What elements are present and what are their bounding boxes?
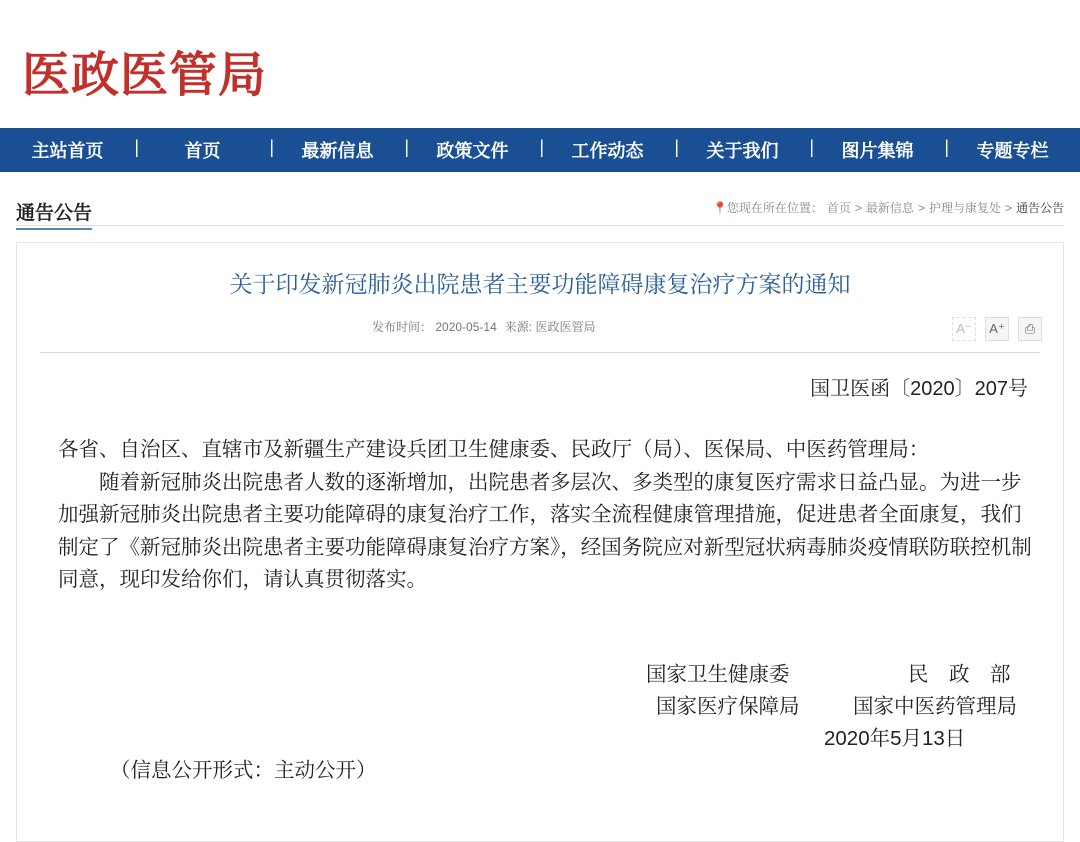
breadcrumb-sep: >: [1004, 200, 1012, 215]
article-meta: [372, 318, 595, 335]
site-logo[interactable]: 医政医管局: [22, 49, 268, 102]
source-label: 来源:: [504, 320, 533, 334]
publish-label: 发布时间：: [372, 320, 433, 334]
nav-item-home[interactable]: 首页 |: [135, 137, 270, 163]
breadcrumb-sep: >: [854, 200, 862, 215]
signatory: 民 政 部: [908, 663, 1011, 686]
breadcrumb-nursing[interactable]: 护理与康复处: [928, 201, 1001, 215]
breadcrumb-prefix: 您现在所在位置：: [726, 201, 823, 215]
font-larger-icon[interactable]: A⁺: [985, 317, 1009, 341]
nav-item-topics[interactable]: 专题专栏: [976, 141, 1049, 161]
nav-item-work[interactable]: 工作动态 |: [540, 137, 675, 163]
print-icon[interactable]: ⎙: [1018, 317, 1042, 341]
signatory: 国家卫生健康委: [646, 663, 790, 686]
publish-date: 2020-05-14: [435, 320, 497, 334]
nav-item-about[interactable]: 关于我们 |: [675, 137, 810, 163]
nav-item-gallery[interactable]: 图片集锦 |: [810, 137, 945, 163]
article-tools: [952, 317, 1042, 341]
document-number: 国卫医函〔2020〕207号: [810, 378, 1028, 400]
breadcrumb-home[interactable]: 首页: [826, 201, 851, 215]
breadcrumb-current[interactable]: 通告公告: [1015, 201, 1064, 215]
nav-item-latest[interactable]: 最新信息 |: [270, 137, 405, 163]
main-nav: [0, 128, 1080, 172]
source: 医政医管局: [535, 320, 596, 334]
section-divider: [16, 225, 1064, 226]
nav-item-policy[interactable]: 政策文件 |: [405, 137, 540, 163]
breadcrumb-latest[interactable]: 最新信息: [865, 201, 914, 215]
nav-item-main-home[interactable]: 主站首页 |: [0, 137, 135, 163]
breadcrumb-sep: >: [917, 200, 925, 215]
breadcrumb: [713, 199, 1064, 216]
signatory: 国家中医药管理局: [853, 695, 1017, 718]
section-title: 通告公告: [16, 198, 92, 230]
font-smaller-icon[interactable]: A⁻: [952, 317, 976, 341]
signatory: 国家医疗保障局: [656, 695, 800, 718]
disclosure-note: （信息公开形式：主动公开）: [110, 759, 377, 782]
salutation: 各省、自治区、直辖市及新疆生产建设兵团卫生健康委、民政厅（局）、医保局、中医药管理局：: [58, 438, 930, 461]
article-divider: [40, 352, 1040, 353]
body-paragraph: 随着新冠肺炎出院患者人数的逐渐增加，出院患者多层次、多类型的康复医疗需求日益凸显。为进一步加强新冠肺炎出院患者主要功能障碍的康复治疗工作，落实全流程健康管理措施，促进患者全面康复，我们制定了《新冠肺炎出院患者主要功能障碍康复治疗方案》，经国务院应对新型冠状病毒肺炎疫情联防联控机制同意，现印发给你们，请认真贯彻落实。: [58, 470, 1032, 591]
article-body: [58, 434, 1033, 597]
document-date: 2020年5月13日: [824, 727, 966, 750]
location-pin-icon: 📍: [712, 201, 728, 215]
article-title: 关于印发新冠肺炎出院患者主要功能障碍康复治疗方案的通知: [229, 271, 851, 297]
